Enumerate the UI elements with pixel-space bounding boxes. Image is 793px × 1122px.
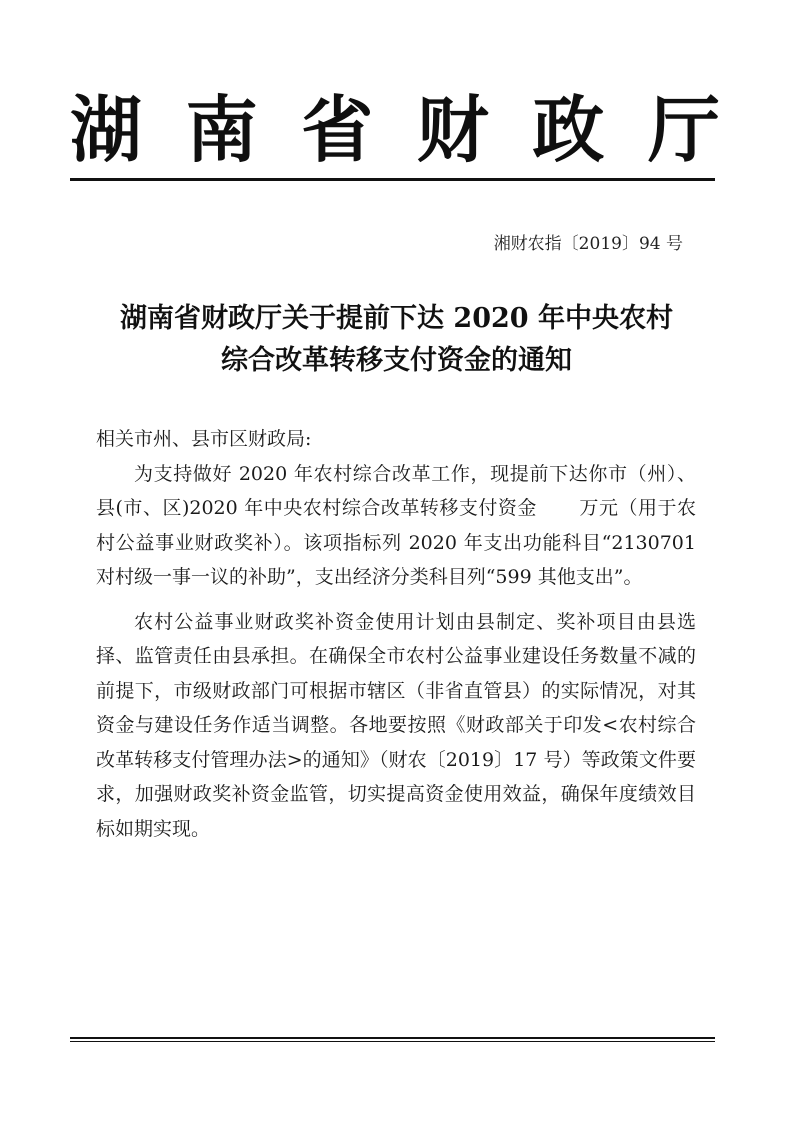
paragraph-1 — [96, 457, 696, 595]
document-number: 湘财农指〔2019〕94 号 — [493, 234, 683, 254]
masthead-char: 厅 — [647, 88, 720, 172]
masthead-divider — [70, 178, 715, 181]
masthead-char: 政 — [532, 88, 605, 172]
masthead-char: 南 — [185, 88, 258, 172]
masthead-char: 财 — [416, 88, 489, 172]
paragraph-2: 农村公益事业财政奖补资金使用计划由县制定、奖补项目由县选择、监管责任由县承担。在确保全市农村公益事业建设任务数量不减的前提下，市级财政部门可根据市辖区（非省直管县）的实际情况，对其资金与建设任务作适当调整。各地要按照《财政部关于印发<农村综合改革转移支付管理办法>的通知》（财农〔2019〕17 号）等政策文件要求，加强财政奖补资金监管，切实提高资金使用效益，确保年度绩效目标如期实现。 — [96, 610, 696, 840]
addressee: 相关市州、县市区财政局: — [96, 428, 312, 450]
paragraph-1-part-1: 为支持做好 2020 年农村综合改革工作，现提前下达你市（州）、县(市、区)2020 年中央农村综合改革转移支付资金 — [96, 462, 696, 519]
paragraph-1-part-2: 万元（用于农村公益事业财政奖补）。该项指标列 2020 年支出功能科目“2130701 对村级一事一议的补助”，支出经济分类科目列“599 其他支出”。 — [96, 497, 696, 588]
masthead-char: 湖 — [70, 88, 143, 172]
title-line-1: 湖南省财政厅关于提前下达 2020 年中央农村 — [120, 303, 673, 334]
document-body — [96, 422, 696, 846]
title-line-2: 综合改革转移支付资金的通知 — [221, 345, 572, 376]
masthead-char: 省 — [301, 88, 374, 172]
footer-divider — [70, 1037, 715, 1039]
masthead-title — [70, 88, 720, 172]
footer-divider-thin — [70, 1041, 715, 1042]
document-title — [60, 298, 733, 382]
